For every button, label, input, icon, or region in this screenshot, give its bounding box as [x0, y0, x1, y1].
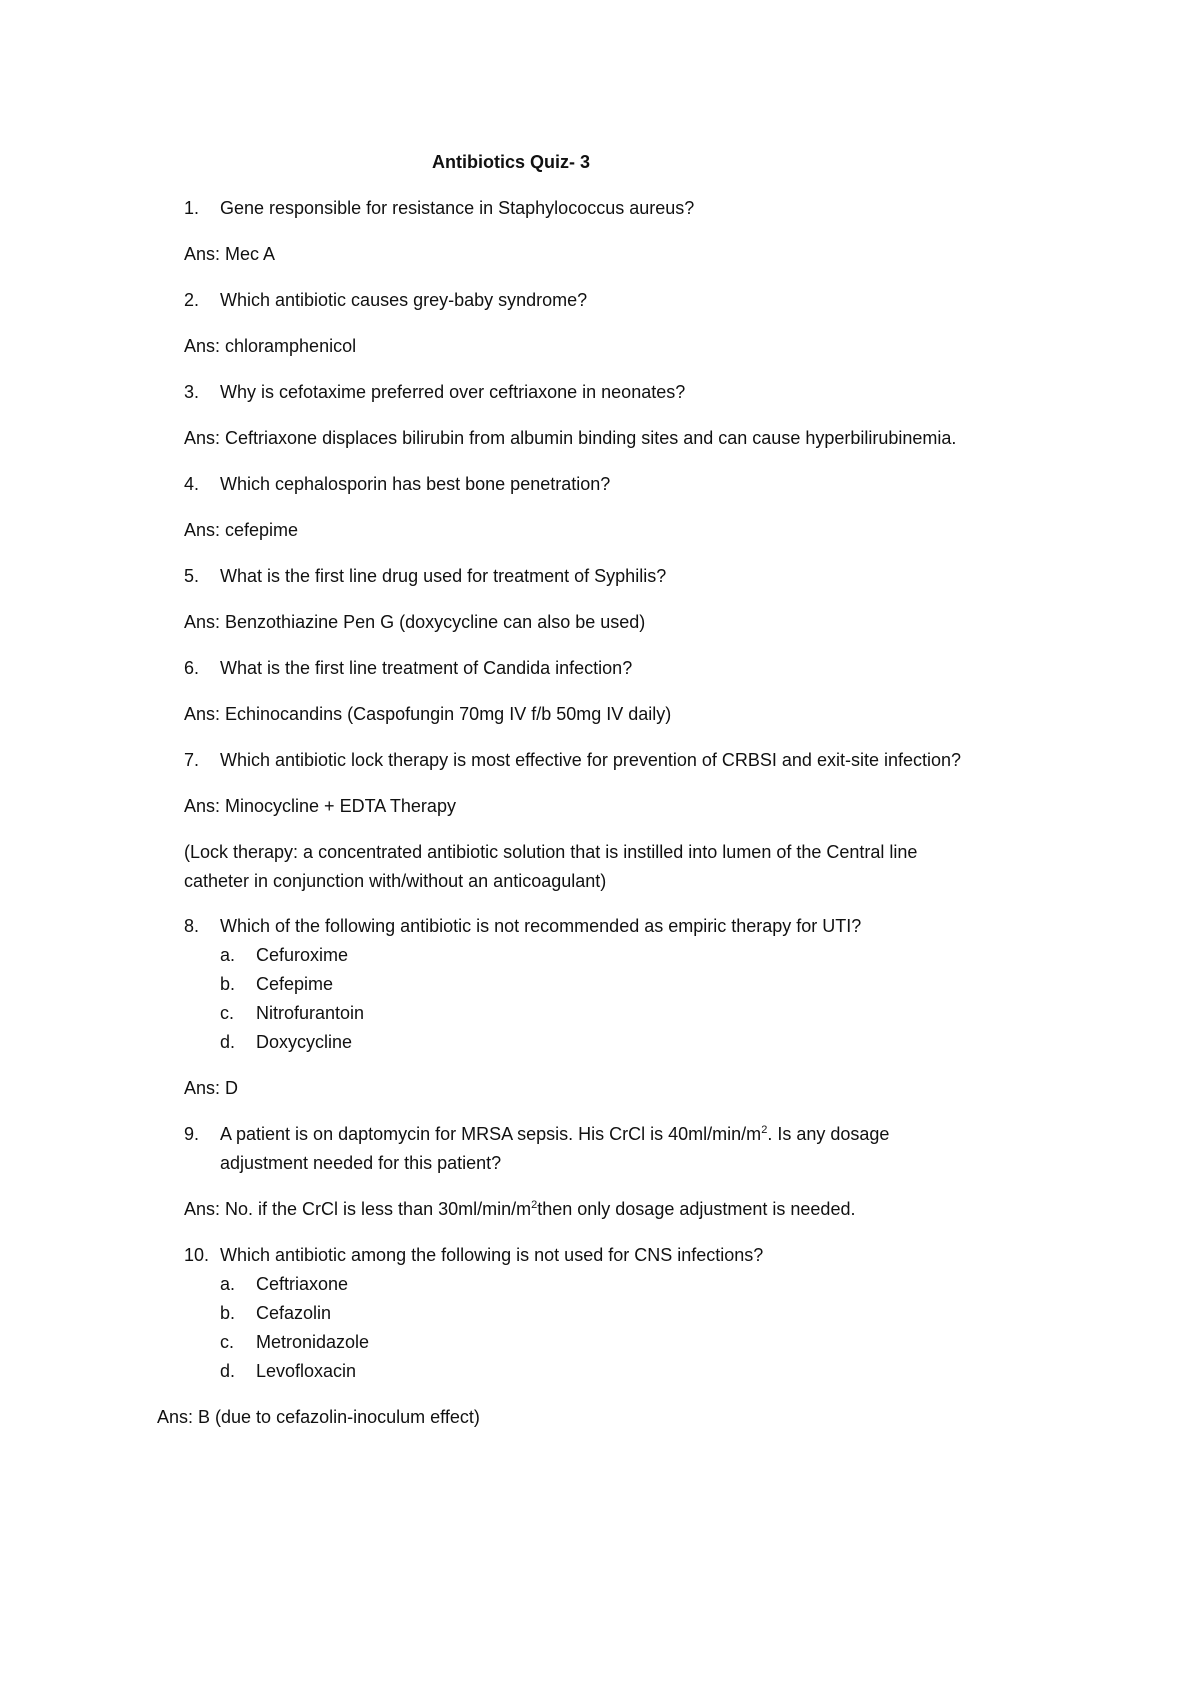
option-letter: a.	[220, 1274, 236, 1294]
option-letter: c.	[220, 1003, 235, 1023]
option-letter: c.	[220, 1332, 235, 1352]
superscript: 2	[761, 1124, 768, 1136]
answer-text-part: then only dosage adjustment is needed.	[537, 1199, 856, 1219]
question-text: adjustment needed for this patient?	[220, 1153, 502, 1173]
question-number: 2.	[184, 290, 200, 310]
option-text: Doxycycline	[256, 1032, 353, 1052]
option-letter: d.	[220, 1032, 236, 1052]
answer-text: Ans: B (due to cefazolin-inoculum effect)	[157, 1407, 480, 1427]
note-text: (Lock therapy: a concentrated antibiotic solution that is instilled into lumen of the Central line	[184, 842, 918, 862]
answer-text: Ans: Echinocandins (Caspofungin 70mg IV f/b 50mg IV daily)	[184, 704, 672, 724]
option-letter: b.	[220, 974, 236, 994]
answer-text: Ans: Ceftriaxone displaces bilirubin from albumin binding sites and can cause hyperbilirubinemia.	[184, 428, 957, 448]
question-text-part: A patient is on daptomycin for MRSA sepsis. His CrCl is 40ml/min/m	[220, 1124, 762, 1144]
option-text: Levofloxacin	[256, 1361, 357, 1381]
question-text: Which antibiotic among the following is not used for CNS infections?	[220, 1245, 764, 1265]
question-text	[220, 1123, 889, 1145]
question-text: Which cephalosporin has best bone penetration?	[220, 474, 611, 494]
question-number: 3.	[184, 382, 200, 402]
question-text: Gene responsible for resistance in Staphylococcus aureus?	[220, 198, 695, 218]
question-number: 10.	[184, 1245, 210, 1265]
question-number: 6.	[184, 658, 200, 678]
option-text: Cefepime	[256, 974, 334, 994]
question-text: Which antibiotic causes grey-baby syndrome?	[220, 290, 588, 310]
question-number: 5.	[184, 566, 200, 586]
question-text: What is the first line treatment of Candida infection?	[220, 658, 633, 678]
question-text: Why is cefotaxime preferred over ceftriaxone in neonates?	[220, 382, 686, 402]
answer-text: Ans: Minocycline + EDTA Therapy	[184, 796, 456, 816]
answer-text: Ans: Benzothiazine Pen G (doxycycline can also be used)	[184, 612, 646, 632]
option-text: Cefazolin	[256, 1303, 332, 1323]
superscript: 2	[531, 1199, 538, 1211]
option-letter: b.	[220, 1303, 236, 1323]
option-text: Nitrofurantoin	[256, 1003, 365, 1023]
answer-text	[184, 1198, 855, 1220]
option-text: Cefuroxime	[256, 945, 349, 965]
question-number: 7.	[184, 750, 200, 770]
question-text-part: . Is any dosage	[767, 1124, 890, 1144]
question-text: Which antibiotic lock therapy is most effective for prevention of CRBSI and exit-site infection?	[220, 750, 962, 770]
question-number: 4.	[184, 474, 200, 494]
question-number: 8.	[184, 916, 200, 936]
question-text: What is the first line drug used for treatment of Syphilis?	[220, 566, 667, 586]
document-title: Antibiotics Quiz- 3	[432, 152, 591, 172]
option-letter: a.	[220, 945, 236, 965]
answer-text: Ans: cefepime	[184, 520, 299, 540]
note-text: catheter in conjunction with/without an anticoagulant)	[184, 871, 607, 891]
answer-text: Ans: D	[184, 1078, 239, 1098]
question-number: 1.	[184, 198, 200, 218]
question-text: Which of the following antibiotic is not recommended as empiric therapy for UTI?	[220, 916, 862, 936]
option-letter: d.	[220, 1361, 236, 1381]
answer-text: Ans: Mec A	[184, 244, 276, 264]
option-text: Ceftriaxone	[256, 1274, 349, 1294]
answer-text: Ans: chloramphenicol	[184, 336, 357, 356]
question-number: 9.	[184, 1124, 200, 1144]
answer-text-part: Ans: No. if the CrCl is less than 30ml/min/m	[184, 1199, 532, 1219]
option-text: Metronidazole	[256, 1332, 370, 1352]
